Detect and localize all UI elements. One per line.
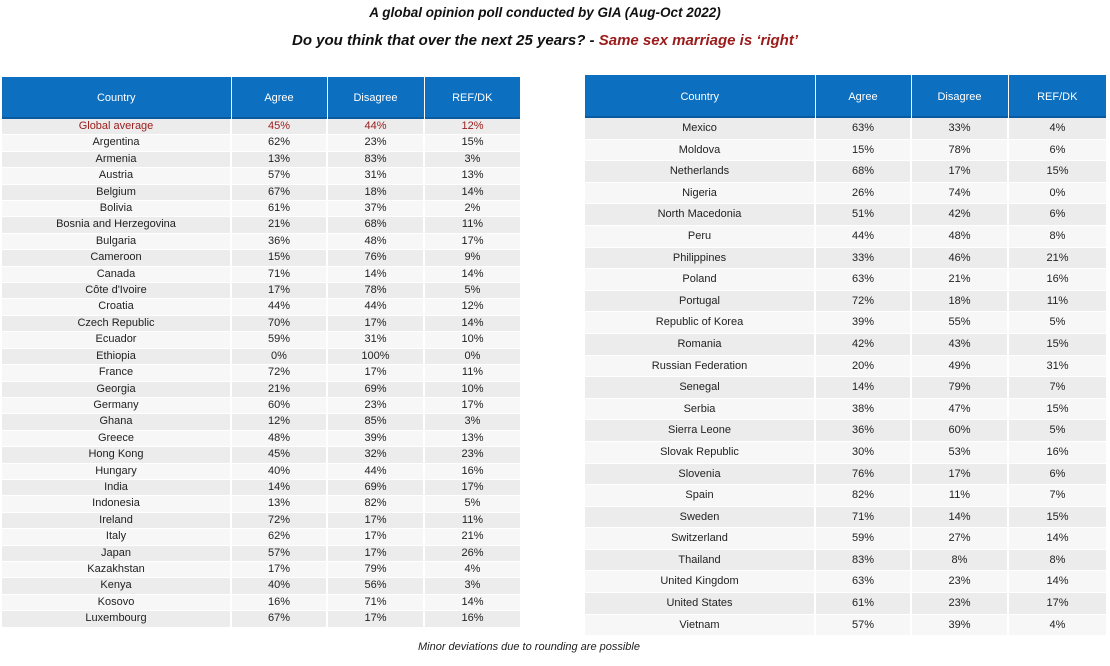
cell-disagree: 44% [327, 119, 424, 135]
cell-country: Peru [585, 225, 815, 247]
cell-agree: 44% [231, 299, 327, 315]
cell-agree: 33% [815, 247, 911, 269]
chart-question [0, 32, 1090, 49]
cell-disagree: 17% [327, 315, 424, 331]
cell-ref-dk: 26% [424, 545, 520, 561]
cell-country: France [2, 365, 231, 381]
cell-agree: 62% [231, 135, 327, 151]
cell-disagree: 47% [911, 398, 1008, 420]
cell-agree: 70% [231, 315, 327, 331]
cell-agree: 57% [231, 168, 327, 184]
cell-disagree: 17% [327, 529, 424, 545]
cell-agree: 68% [815, 161, 911, 183]
cell-country: Mexico [585, 118, 815, 139]
cell-agree: 72% [231, 512, 327, 528]
cell-agree: 0% [231, 348, 327, 364]
cell-country: Netherlands [585, 161, 815, 183]
cell-disagree: 21% [911, 269, 1008, 291]
cell-agree: 67% [231, 611, 327, 627]
cell-disagree: 74% [911, 182, 1008, 204]
cell-country: India [2, 479, 231, 495]
cell-ref-dk: 17% [424, 397, 520, 413]
cell-ref-dk: 17% [1008, 593, 1106, 615]
cell-agree: 71% [231, 266, 327, 282]
cell-disagree: 23% [911, 571, 1008, 593]
cell-ref-dk: 14% [1008, 528, 1106, 550]
cell-ref-dk: 14% [424, 315, 520, 331]
cell-country: Bulgaria [2, 233, 231, 249]
header-disagree: Disagree [911, 75, 1008, 118]
header-agree: Agree [231, 77, 327, 119]
header-country: Country [585, 75, 815, 118]
table-row [2, 463, 520, 479]
table-row [2, 201, 520, 217]
cell-country: Côte d'Ivoire [2, 283, 231, 299]
table-row [2, 381, 520, 397]
cell-disagree: 46% [911, 247, 1008, 269]
cell-disagree: 69% [327, 479, 424, 495]
question-prefix: Do you think that over the next 25 years? - [291, 32, 599, 49]
cell-disagree: 37% [327, 201, 424, 217]
cell-agree: 72% [815, 290, 911, 312]
cell-disagree: 32% [327, 447, 424, 463]
cell-country: Luxembourg [2, 611, 231, 627]
cell-ref-dk: 16% [1008, 269, 1106, 291]
cell-ref-dk: 2% [424, 201, 520, 217]
cell-ref-dk: 11% [424, 217, 520, 233]
table-row [585, 549, 1106, 571]
header-ref-dk: REF/DK [1008, 75, 1106, 118]
cell-disagree: 17% [911, 463, 1008, 485]
cell-disagree: 8% [911, 549, 1008, 571]
table-row [2, 496, 520, 512]
table-row [2, 414, 520, 430]
cell-country: Russian Federation [585, 355, 815, 377]
cell-disagree: 18% [327, 184, 424, 200]
cell-country: Poland [585, 269, 815, 291]
cell-country: Ireland [2, 512, 231, 528]
cell-agree: 45% [231, 119, 327, 135]
cell-agree: 59% [815, 528, 911, 550]
table-row [2, 529, 520, 545]
cell-country: Senegal [585, 377, 815, 399]
cell-disagree: 18% [911, 290, 1008, 312]
cell-country: Sweden [585, 506, 815, 528]
cell-ref-dk: 11% [424, 365, 520, 381]
cell-disagree: 44% [327, 299, 424, 315]
cell-agree: 72% [231, 365, 327, 381]
table-row [585, 441, 1106, 463]
cell-agree: 40% [231, 463, 327, 479]
table-row [2, 332, 520, 348]
cell-ref-dk: 5% [1008, 420, 1106, 442]
cell-disagree: 17% [327, 512, 424, 528]
cell-country: Czech Republic [2, 315, 231, 331]
cell-disagree: 82% [327, 496, 424, 512]
cell-disagree: 78% [327, 283, 424, 299]
header-agree: Agree [815, 75, 911, 118]
table-row [585, 398, 1106, 420]
cell-ref-dk: 14% [424, 594, 520, 610]
cell-ref-dk: 23% [424, 447, 520, 463]
cell-disagree: 31% [327, 332, 424, 348]
cell-agree: 61% [815, 593, 911, 615]
cell-agree: 57% [231, 545, 327, 561]
table-row [585, 161, 1106, 183]
cell-ref-dk: 4% [1008, 614, 1106, 636]
table-row [2, 594, 520, 610]
cell-ref-dk: 13% [424, 168, 520, 184]
table-row [2, 184, 520, 200]
cell-country: Austria [2, 168, 231, 184]
cell-country: Serbia [585, 398, 815, 420]
cell-disagree: 53% [911, 441, 1008, 463]
table-row [2, 217, 520, 233]
cell-agree: 60% [231, 397, 327, 413]
cell-agree: 13% [231, 151, 327, 167]
cell-disagree: 69% [327, 381, 424, 397]
cell-agree: 61% [231, 201, 327, 217]
table-row [2, 299, 520, 315]
header-row [585, 75, 1106, 118]
cell-ref-dk: 14% [1008, 571, 1106, 593]
cell-ref-dk: 4% [1008, 118, 1106, 139]
table-row [585, 420, 1106, 442]
cell-agree: 16% [231, 594, 327, 610]
cell-country: Italy [2, 529, 231, 545]
table-row-global-average [2, 119, 520, 135]
cell-agree: 36% [231, 233, 327, 249]
cell-agree: 21% [231, 381, 327, 397]
table-row [2, 561, 520, 577]
cell-agree: 20% [815, 355, 911, 377]
cell-ref-dk: 17% [424, 479, 520, 495]
table-row [2, 135, 520, 151]
cell-country: Kenya [2, 578, 231, 594]
cell-country: Bolivia [2, 201, 231, 217]
cell-disagree: 76% [327, 250, 424, 266]
cell-agree: 30% [815, 441, 911, 463]
cell-ref-dk: 6% [1008, 463, 1106, 485]
cell-agree: 26% [815, 182, 911, 204]
cell-agree: 82% [815, 485, 911, 507]
cell-agree: 45% [231, 447, 327, 463]
cell-agree: 14% [815, 377, 911, 399]
cell-ref-dk: 5% [424, 496, 520, 512]
cell-country: Portugal [585, 290, 815, 312]
cell-agree: 40% [231, 578, 327, 594]
cell-country: Germany [2, 397, 231, 413]
table-row [585, 528, 1106, 550]
cell-disagree: 27% [911, 528, 1008, 550]
cell-country: Georgia [2, 381, 231, 397]
table-row [585, 377, 1106, 399]
table-row [585, 485, 1106, 507]
cell-country: Romania [585, 333, 815, 355]
cell-agree: 12% [231, 414, 327, 430]
cell-ref-dk: 13% [424, 430, 520, 446]
cell-ref-dk: 5% [1008, 312, 1106, 334]
table-row [585, 312, 1106, 334]
cell-agree: 36% [815, 420, 911, 442]
cell-ref-dk: 14% [424, 266, 520, 282]
table-row [585, 506, 1106, 528]
cell-disagree: 17% [327, 365, 424, 381]
cell-agree: 67% [231, 184, 327, 200]
table-row [585, 182, 1106, 204]
cell-ref-dk: 0% [424, 348, 520, 364]
cell-country: United Kingdom [585, 571, 815, 593]
chart-title: A global opinion poll conducted by GIA (Aug-Oct 2022) [369, 5, 721, 20]
table-row [2, 447, 520, 463]
cell-agree: 71% [815, 506, 911, 528]
cell-country: Indonesia [2, 496, 231, 512]
cell-country: Spain [585, 485, 815, 507]
table-row [2, 168, 520, 184]
cell-ref-dk: 21% [1008, 247, 1106, 269]
cell-country: Cameroon [2, 250, 231, 266]
cell-disagree: 11% [911, 485, 1008, 507]
cell-country: Hong Kong [2, 447, 231, 463]
cell-agree: 38% [815, 398, 911, 420]
cell-country: Croatia [2, 299, 231, 315]
cell-ref-dk: 15% [424, 135, 520, 151]
cell-agree: 15% [231, 250, 327, 266]
cell-country: Sierra Leone [585, 420, 815, 442]
cell-agree: 62% [231, 529, 327, 545]
cell-agree: 21% [231, 217, 327, 233]
poll-table-left [2, 77, 520, 628]
table-row [2, 348, 520, 364]
cell-agree: 83% [815, 549, 911, 571]
table-row [2, 283, 520, 299]
table-row [2, 250, 520, 266]
cell-disagree: 39% [911, 614, 1008, 636]
cell-disagree: 49% [911, 355, 1008, 377]
cell-ref-dk: 8% [1008, 225, 1106, 247]
cell-country: Republic of Korea [585, 312, 815, 334]
cell-disagree: 42% [911, 204, 1008, 226]
cell-country: Japan [2, 545, 231, 561]
cell-country: Belgium [2, 184, 231, 200]
cell-disagree: 100% [327, 348, 424, 364]
cell-ref-dk: 5% [424, 283, 520, 299]
header-country: Country [2, 77, 231, 119]
cell-agree: 17% [231, 283, 327, 299]
cell-disagree: 39% [327, 430, 424, 446]
cell-ref-dk: 6% [1008, 204, 1106, 226]
table-row [2, 233, 520, 249]
cell-ref-dk: 12% [424, 299, 520, 315]
table-row [585, 269, 1106, 291]
cell-disagree: 85% [327, 414, 424, 430]
cell-country: Greece [2, 430, 231, 446]
cell-country: Argentina [2, 135, 231, 151]
cell-ref-dk: 15% [1008, 506, 1106, 528]
table-row [585, 139, 1106, 161]
cell-country: Canada [2, 266, 231, 282]
table-row [2, 315, 520, 331]
cell-disagree: 17% [327, 545, 424, 561]
cell-disagree: 55% [911, 312, 1008, 334]
cell-ref-dk: 12% [424, 119, 520, 135]
cell-disagree: 68% [327, 217, 424, 233]
poll-table-right [585, 75, 1106, 636]
cell-ref-dk: 10% [424, 332, 520, 348]
table-row [585, 247, 1106, 269]
cell-agree: 42% [815, 333, 911, 355]
cell-country: Switzerland [585, 528, 815, 550]
cell-ref-dk: 16% [424, 611, 520, 627]
cell-country: Slovenia [585, 463, 815, 485]
cell-agree: 76% [815, 463, 911, 485]
table-row [585, 290, 1106, 312]
cell-ref-dk: 17% [424, 233, 520, 249]
cell-ref-dk: 7% [1008, 485, 1106, 507]
cell-agree: 63% [815, 118, 911, 139]
cell-ref-dk: 16% [424, 463, 520, 479]
header-ref-dk: REF/DK [424, 77, 520, 119]
cell-agree: 63% [815, 571, 911, 593]
table-row [2, 151, 520, 167]
table-row [585, 593, 1106, 615]
cell-ref-dk: 31% [1008, 355, 1106, 377]
table-row [585, 204, 1106, 226]
cell-ref-dk: 3% [424, 578, 520, 594]
cell-disagree: 83% [327, 151, 424, 167]
cell-disagree: 31% [327, 168, 424, 184]
cell-ref-dk: 21% [424, 529, 520, 545]
cell-country: United States [585, 593, 815, 615]
cell-ref-dk: 3% [424, 414, 520, 430]
table-row [2, 397, 520, 413]
cell-ref-dk: 11% [1008, 290, 1106, 312]
cell-disagree: 43% [911, 333, 1008, 355]
cell-country: North Macedonia [585, 204, 815, 226]
question-highlight: Same sex marriage is ‘right’ [598, 32, 798, 49]
table-row [2, 479, 520, 495]
cell-disagree: 71% [327, 594, 424, 610]
cell-ref-dk: 15% [1008, 161, 1106, 183]
cell-disagree: 79% [327, 561, 424, 577]
table-row [585, 614, 1106, 636]
cell-ref-dk: 15% [1008, 398, 1106, 420]
cell-country: Slovak Republic [585, 441, 815, 463]
cell-country: Kazakhstan [2, 561, 231, 577]
table-row [585, 333, 1106, 355]
cell-disagree: 79% [911, 377, 1008, 399]
cell-disagree: 23% [911, 593, 1008, 615]
table-row [2, 512, 520, 528]
cell-country: Armenia [2, 151, 231, 167]
table-row [585, 463, 1106, 485]
cell-country: Ghana [2, 414, 231, 430]
cell-disagree: 48% [911, 225, 1008, 247]
cell-agree: 15% [815, 139, 911, 161]
table-row [585, 118, 1106, 139]
cell-country: Philippines [585, 247, 815, 269]
cell-ref-dk: 15% [1008, 333, 1106, 355]
cell-country: Moldova [585, 139, 815, 161]
table-row [2, 266, 520, 282]
cell-agree: 59% [231, 332, 327, 348]
cell-agree: 17% [231, 561, 327, 577]
cell-agree: 51% [815, 204, 911, 226]
cell-disagree: 78% [911, 139, 1008, 161]
cell-country: Bosnia and Herzegovina [2, 217, 231, 233]
table-row [2, 578, 520, 594]
cell-ref-dk: 11% [424, 512, 520, 528]
cell-ref-dk: 6% [1008, 139, 1106, 161]
cell-country: Nigeria [585, 182, 815, 204]
cell-ref-dk: 16% [1008, 441, 1106, 463]
footnote: Minor deviations due to rounding are possible [418, 641, 640, 653]
cell-disagree: 17% [327, 611, 424, 627]
cell-disagree: 44% [327, 463, 424, 479]
cell-ref-dk: 10% [424, 381, 520, 397]
cell-ref-dk: 3% [424, 151, 520, 167]
cell-disagree: 56% [327, 578, 424, 594]
cell-disagree: 17% [911, 161, 1008, 183]
table-row [2, 611, 520, 627]
cell-agree: 44% [815, 225, 911, 247]
cell-ref-dk: 7% [1008, 377, 1106, 399]
cell-disagree: 14% [327, 266, 424, 282]
cell-country: Ecuador [2, 332, 231, 348]
cell-ref-dk: 9% [424, 250, 520, 266]
cell-disagree: 23% [327, 135, 424, 151]
table-row [2, 545, 520, 561]
cell-agree: 14% [231, 479, 327, 495]
cell-country: Thailand [585, 549, 815, 571]
table-row [2, 430, 520, 446]
cell-country: Global average [2, 119, 231, 135]
cell-disagree: 48% [327, 233, 424, 249]
header-row [2, 77, 520, 119]
cell-country: Ethiopia [2, 348, 231, 364]
table-row [585, 355, 1106, 377]
table-row [2, 365, 520, 381]
cell-agree: 57% [815, 614, 911, 636]
cell-country: Kosovo [2, 594, 231, 610]
cell-agree: 63% [815, 269, 911, 291]
cell-agree: 13% [231, 496, 327, 512]
cell-ref-dk: 8% [1008, 549, 1106, 571]
cell-disagree: 33% [911, 118, 1008, 139]
cell-disagree: 14% [911, 506, 1008, 528]
cell-ref-dk: 0% [1008, 182, 1106, 204]
cell-ref-dk: 4% [424, 561, 520, 577]
table-row [585, 225, 1106, 247]
cell-ref-dk: 14% [424, 184, 520, 200]
cell-disagree: 60% [911, 420, 1008, 442]
table-row [585, 571, 1106, 593]
cell-disagree: 23% [327, 397, 424, 413]
cell-agree: 48% [231, 430, 327, 446]
header-disagree: Disagree [327, 77, 424, 119]
cell-agree: 39% [815, 312, 911, 334]
cell-country: Vietnam [585, 614, 815, 636]
cell-country: Hungary [2, 463, 231, 479]
